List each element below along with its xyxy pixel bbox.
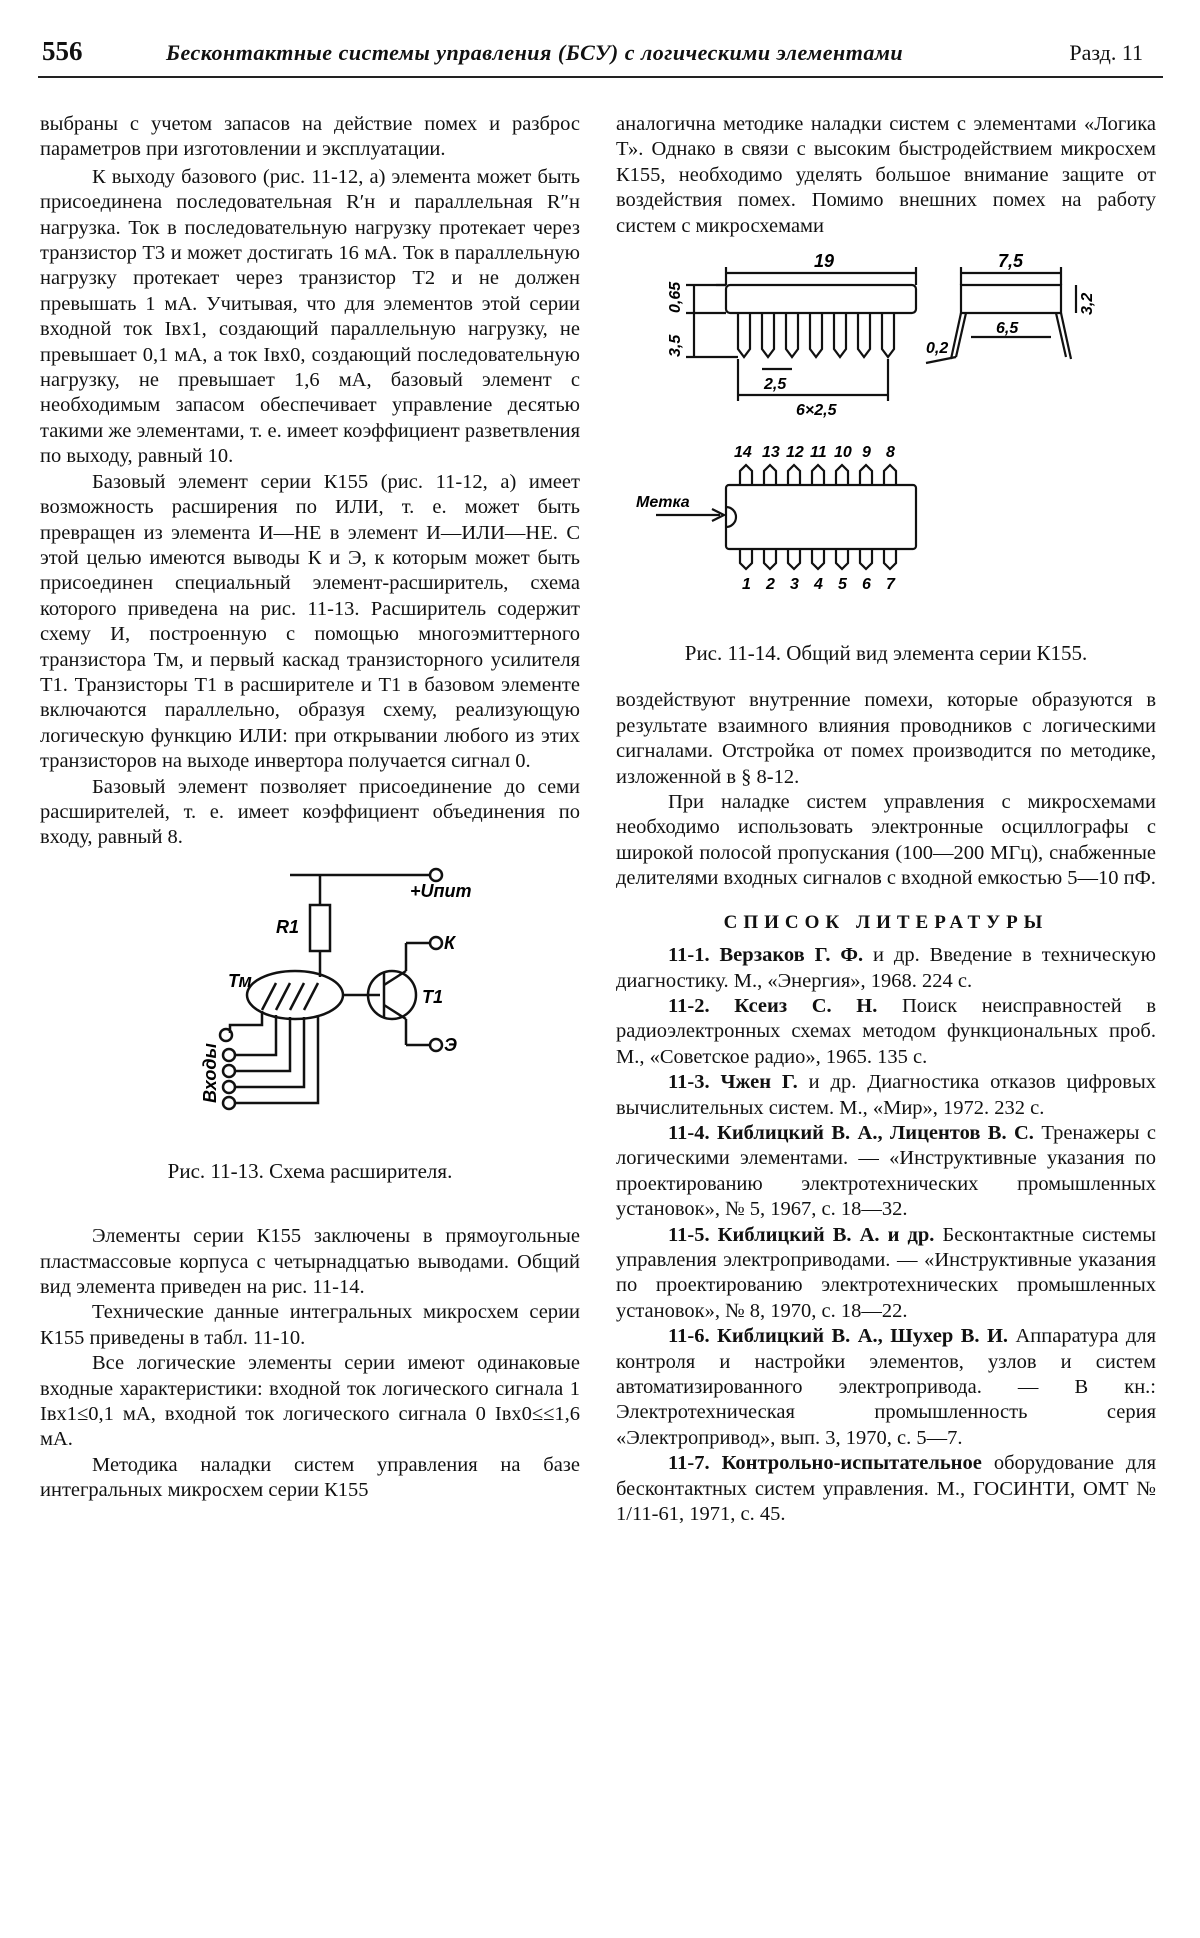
figure-11-14: [616, 245, 1156, 645]
paragraph: выбраны с учетом запасов на действие помех и разброс параметров при изготовлении и эксплуатации.: [40, 113, 580, 161]
pin-3: 3: [790, 576, 799, 594]
paragraph: Методика наладки систем управления на базе интегральных микросхем серии К155: [40, 1453, 580, 1502]
pin-5: 5: [838, 576, 847, 594]
running-title: Бесконтактные системы управления (БСУ) с логическими элементами: [166, 40, 904, 65]
left-column: [40, 112, 580, 1504]
pin-12: 12: [786, 444, 804, 462]
paragraph: К выходу базового (рис. 11-12, а) элемента может быть присоединена последовательная R′н и параллельная R″н нагрузка. Ток в последовательную нагрузку протекает через транзистор Т3 и может достигать 16 мА. Ток в параллельную нагрузку протекает через транзистор Т2 и не должен превышать 1 мА. Учитывая, что для элементов этой серии входной ток Iвх1, создающий параллельную нагрузку, не превышает 0,1 мА, а ток Iвх0, создающий последовательную нагрузку, не превышает 1,6 мА, базовый элемент с необходимым запасом обеспечивает управление десятью такими же элементами, т. е. имеет коэффициент разветвления по выходу, равный 10.: [40, 165, 580, 468]
r1-label: R1: [276, 916, 300, 937]
paragraph: аналогична методике наладки систем с элементами «Логика Т». Однако в связи с высоким быстродействием микросхем К155, необходимо уделять большое внимание защите от воздействия помех. Помимо внешних помех на работу систем с микросхемами: [616, 113, 1156, 237]
figure-caption: Рис. 11-13. Схема расширителя.: [167, 1158, 453, 1183]
mark-label: Метка: [636, 494, 690, 512]
dim-pin-thickness: 0,2: [926, 340, 949, 358]
pin-9: 9: [862, 444, 871, 462]
figure-caption: Рис. 11-14. Общий вид элемента серии К155.: [684, 641, 1088, 666]
collector-label: К: [444, 932, 456, 953]
dim-pitch-total: 6×2,5: [796, 402, 837, 420]
dim-pin-length: 3,5: [667, 334, 684, 358]
tm-label: Тм: [228, 970, 252, 991]
reference-item: 11-5. Киблицкий В. А. и др. Бесконтактные системы управления электроприводами. — «Инструктивные указания по проектированию электротехнических промышленных установок», № 8, 1970, с. 18—22.: [616, 1223, 1157, 1322]
reference-item: 11-3. Чжен Г. и др. Диагностика отказов цифровых вычислительных систем. М., «Мир», 1972. 232 с.: [616, 1071, 1156, 1119]
pin-14: 14: [734, 444, 752, 462]
references-list: [616, 943, 1156, 1527]
pin-13: 13: [762, 444, 780, 462]
dim-length: 19: [814, 251, 835, 272]
reference-item: 11-4. Киблицкий В. А., Лицентов В. С. Тренажеры с логическими элементами. — «Инструктивные указания по проектированию электротехнических промышленных установок», № 5, 1967, с. 18—32.: [616, 1121, 1157, 1221]
reference-item: 11-2. Ксеиз С. Н. Поиск неисправностей в радиоэлектронных схемах методом функциональных проб. М., «Советское радио», 1965. 135 с.: [616, 994, 1157, 1068]
paragraph: Элементы серии К155 заключены в прямоугольные пластмассовые корпуса с четырнадцатью выводами. Общий вид элемента приведен на рис. 11-14.: [40, 1225, 580, 1298]
dim-pin-span: 6,5: [996, 320, 1019, 338]
pin-6: 6: [862, 576, 871, 594]
expander-schematic: [40, 855, 580, 1165]
reference-item: 11-1. Верзаков Г. Ф. и др. Введение в техническую диагностику. М., «Энергия», 1968. 224 с.: [616, 944, 1156, 992]
pin-11: 11: [810, 444, 827, 462]
page-number: 556: [42, 36, 83, 66]
right-column: [616, 112, 1156, 1527]
pin-10: 10: [834, 444, 852, 462]
pin-7: 7: [886, 576, 895, 594]
dim-width: 7,5: [998, 251, 1024, 272]
paragraph: Все логические элементы серии имеют одинаковые входные характеристики: входной ток логического сигнала 1 Iвх1≤0,1 мА, входной ток логического сигнала 0 Iвх0≤≤1,6 мА.: [40, 1352, 580, 1451]
paragraph: Базовый элемент серии К155 (рис. 11-12, а) имеет возможность расширения по ИЛИ, т. е. может быть превращен из элемента И—НЕ в элемент И—ИЛИ—НЕ. С этой целью имеются выводы К и Э, к которым может быть присоединен специальный элемент-расширитель, схема которого приведена на рис. 11-13. Расширитель содержит схему И, построенную с помощью многоэмиттерного транзистора Тм, и первый каскад транзисторного усилителя Т1. Транзисторы Т1 в расширителе и Т1 в базовом элементе включаются параллельно, образуя схему, реализующую логическую функцию ИЛИ: при открывании любого из этих транзисторов на выходе инвертора получается сигнал 0.: [40, 470, 580, 773]
reference-item: 11-6. Киблицкий В. А., Шухер В. И. Аппаратура для контроля и настройки элементов, узлов и систем автоматизированного электропривода. — В кн.: Электротехническая промышленность серия «Электропривод», вып. 3, 1970, с. 5—7.: [616, 1325, 1157, 1449]
emitter-label: Э: [444, 1034, 457, 1055]
reference-item: 11-7. Контрольно-испытательное оборудование для бесконтактных систем управления. М., ГОСИНТИ, ОМТ № 1/11-61, 1971, с. 45.: [616, 1452, 1156, 1526]
section-label: Разд. 11: [1069, 40, 1143, 65]
figure-11-13: [40, 855, 580, 1165]
page-header: [38, 30, 1163, 78]
supply-label: +Uпит: [410, 880, 472, 901]
references-title: СПИСОК ЛИТЕРАТУРЫ: [723, 911, 1049, 933]
pin-8: 8: [886, 444, 895, 462]
pin-4: 4: [814, 576, 823, 594]
t1-label: Т1: [422, 986, 444, 1007]
paragraph: Технические данные интегральных микросхем серии К155 приведены в табл. 11-10.: [40, 1301, 580, 1349]
pin-2: 2: [766, 576, 775, 594]
paragraph: воздействуют внутренние помехи, которые образуются в результате взаимного влияния проводников с логическими сигналами. Отстройка от помех производится по методике, изложенной в § 8-12.: [616, 689, 1156, 788]
pin-1: 1: [742, 576, 751, 594]
dim-body-offset: 0,65: [667, 281, 684, 314]
inputs-label: Входы: [200, 1042, 220, 1103]
paragraph: При наладке систем управления с микросхемами необходимо использовать электронные осциллографы с широкой полосой пропускания (100—200 МГц), снабженные делителями входных сигналов с входной емкостью 5—10 пФ.: [616, 791, 1156, 890]
k155-package-drawing: [616, 245, 1156, 645]
dim-height: 3,2: [1079, 292, 1096, 316]
paragraph: Базовый элемент позволяет присоединение до семи расширителей, т. е. имеет коэффициент объединения по входу, равный 8.: [40, 775, 580, 849]
dim-pitch: 2,5: [764, 376, 787, 394]
